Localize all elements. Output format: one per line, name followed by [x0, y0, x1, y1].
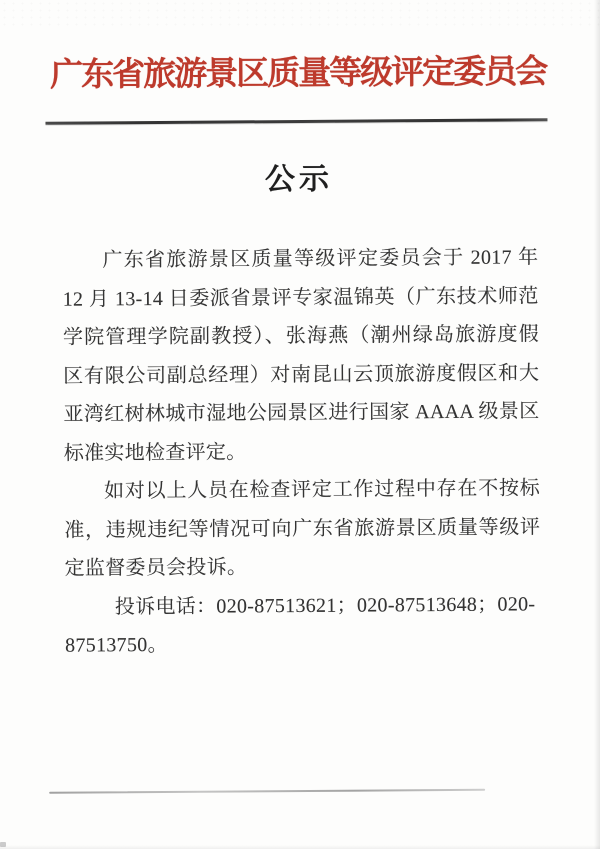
scan-artifact-corner-mark [0, 842, 6, 847]
body-paragraph-complaint: 如对以上人员在检查评定工作过程中存在不按标准，违规违纪等情况可向广东省旅游景区质量等级评定监督委员会投诉。 [64, 477, 541, 580]
letterhead-org-title: 广东省旅游景区质量等级评定委员会 [50, 54, 547, 94]
complaint-phone-line: 投诉电话：020-87513621；020-87513648；020-87513750。 [65, 592, 536, 657]
letterhead-divider-rule [45, 118, 547, 125]
notice-body [62, 238, 541, 665]
scan-artifact-line [49, 789, 485, 794]
body-paragraph-inspection: 广东省旅游景区质量等级评定委员会于 2017 年 12 月 13-14 日委派省景评专家温锦英（广东技术师范学院管理学院副教授）、张海燕（潮州绿岛旅游度假区有限公司副总经理）对南昆山云顶旅游度假区和大亚湾红树林城市湿地公园景区进行国家 AAAA 级景区标准实地检查评定。 [62, 246, 540, 465]
notice-title: 公示 [264, 162, 333, 197]
